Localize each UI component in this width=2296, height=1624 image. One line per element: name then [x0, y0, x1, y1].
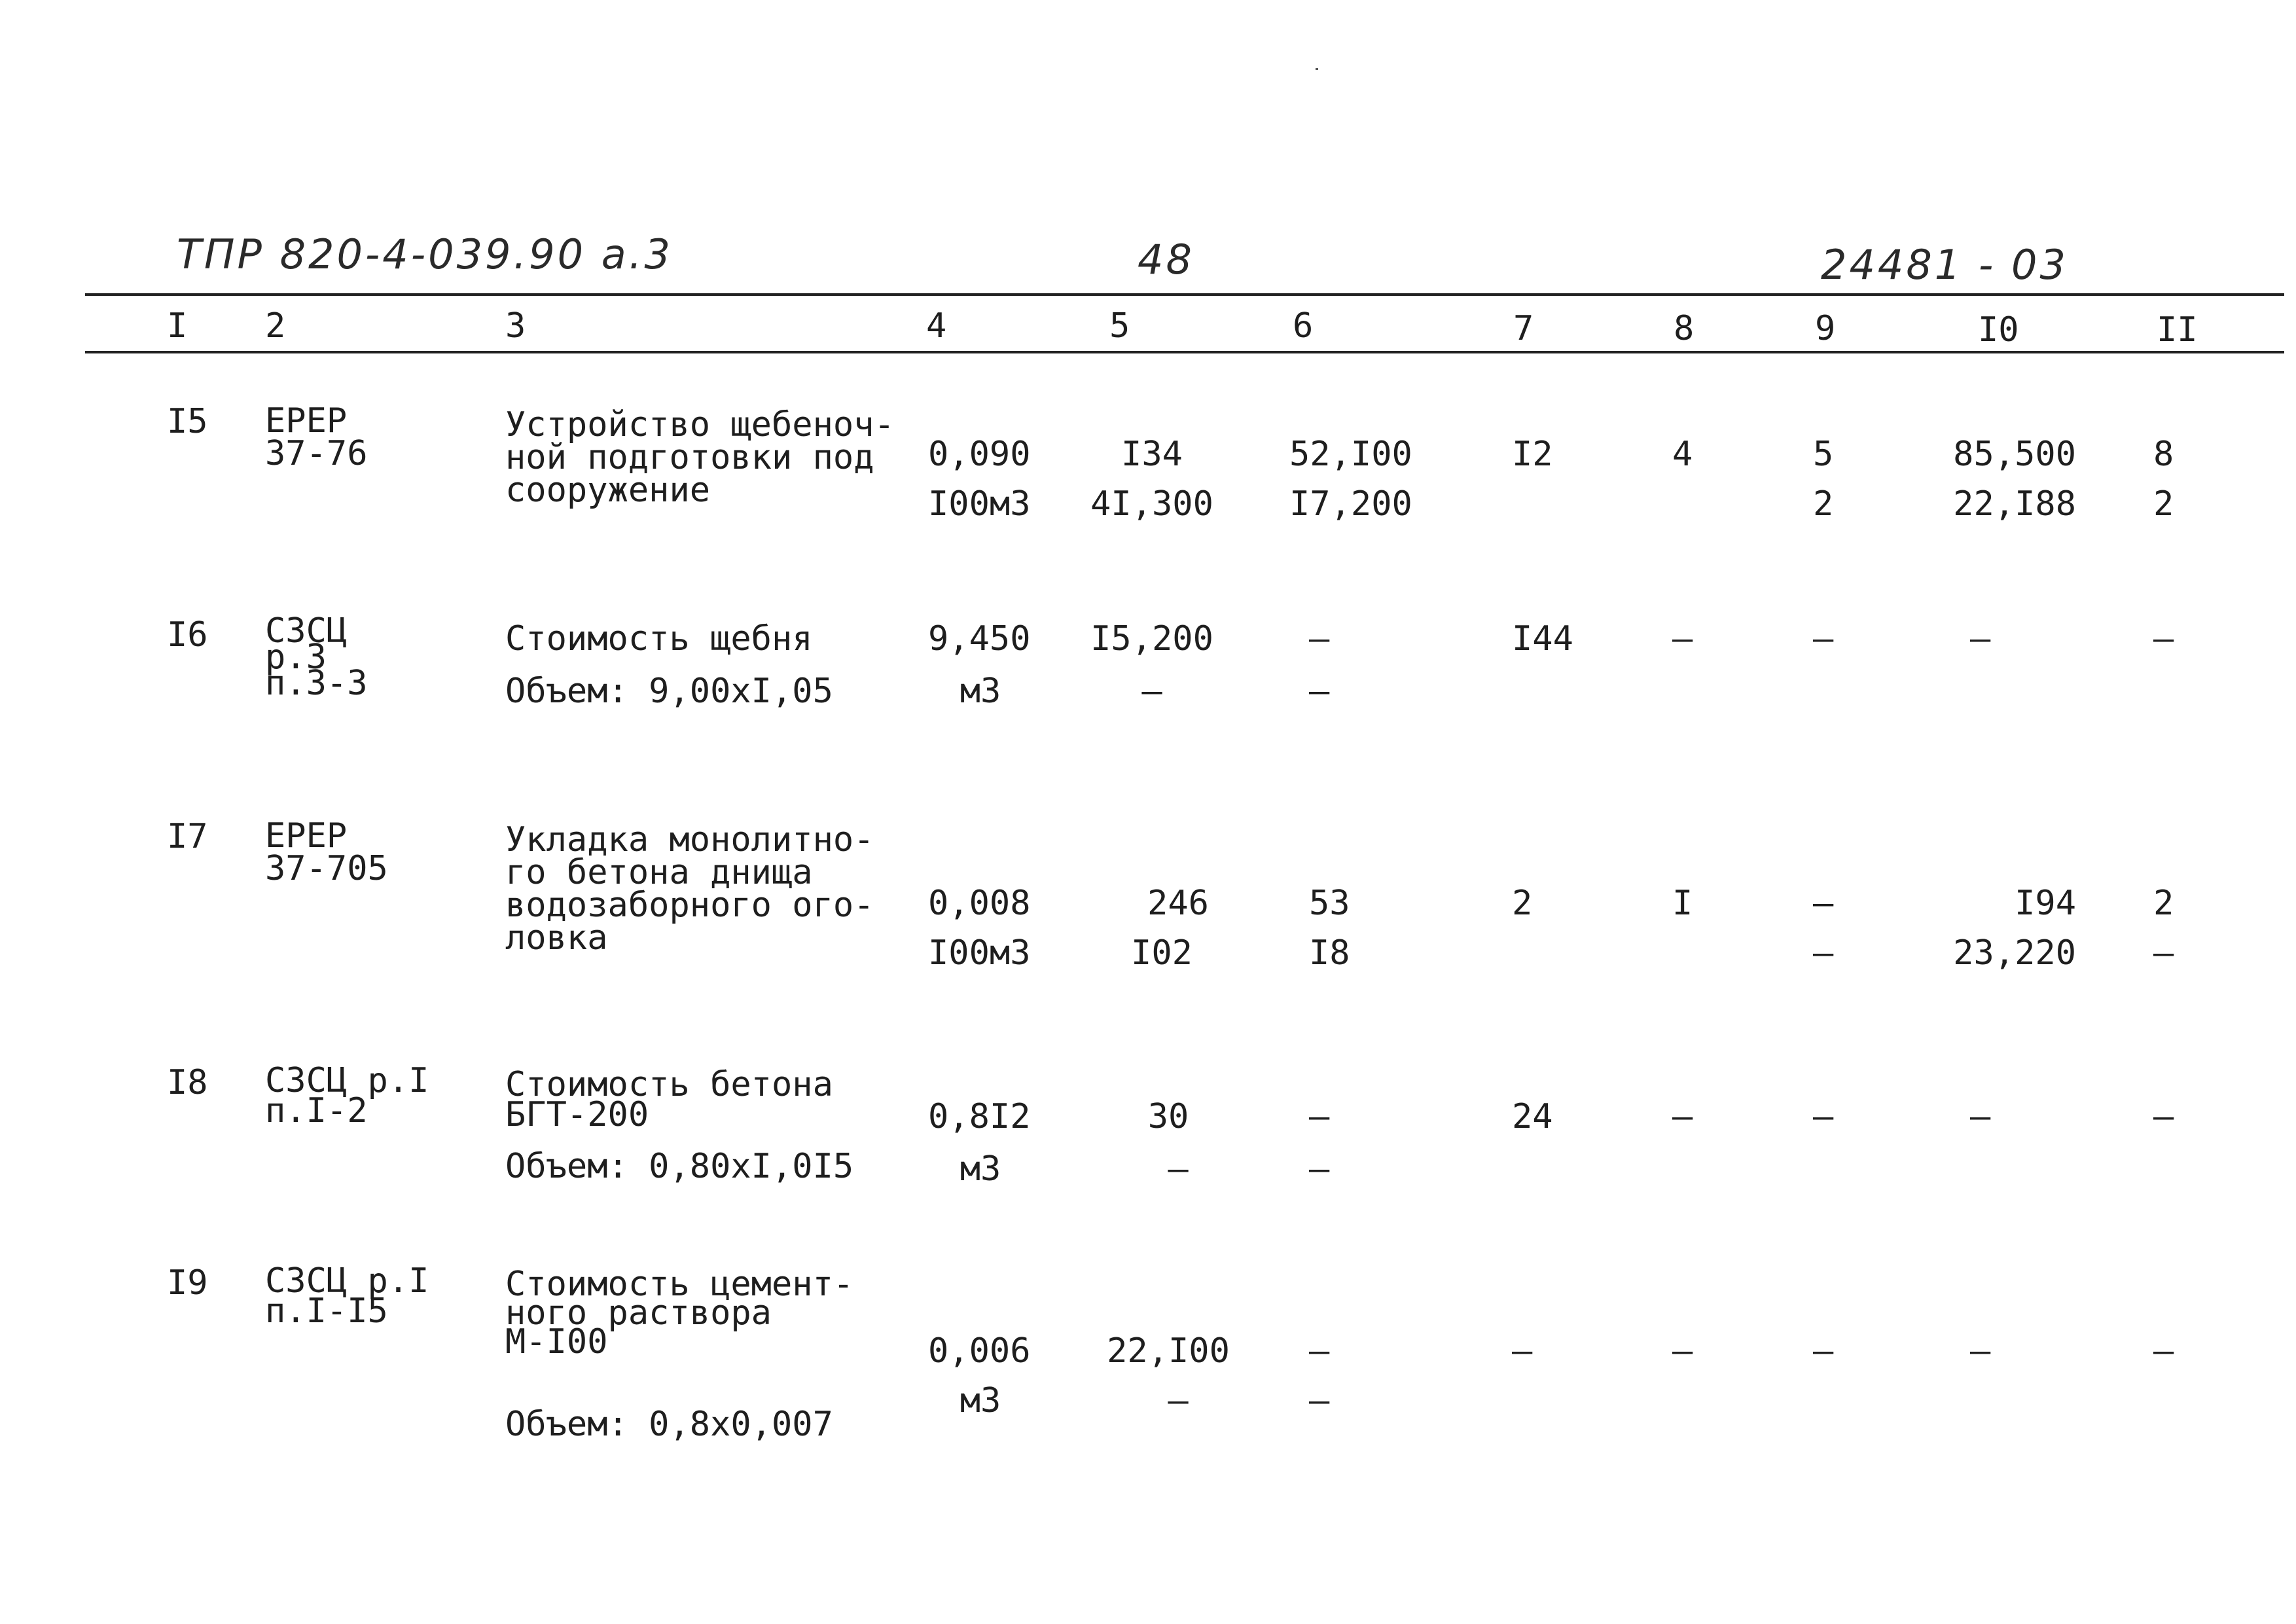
column-header-7: 7 [1513, 309, 1534, 348]
column-header-11: II [2157, 310, 2198, 350]
row-col7: I2 [1512, 435, 1553, 474]
row-col8: 4 [1672, 435, 1693, 474]
row-unit: м3 [960, 1381, 1001, 1420]
row-code: СЗСЦ р.I п.I-I5 [265, 1261, 429, 1331]
row-unit: м3 [960, 1149, 1001, 1189]
row-unit: I00м3 [928, 933, 1031, 973]
row-col7: – [1512, 1331, 1533, 1371]
row-col5-bottom: I02 [1131, 933, 1193, 973]
row-unit: I00м3 [928, 484, 1031, 524]
row-col6-top: – [1309, 1331, 1330, 1371]
column-header-10: I0 [1978, 310, 2019, 350]
row-col10-top: I94 [2015, 884, 2076, 923]
row-col9-top: 5 [1813, 435, 1834, 474]
row-col10: – [1970, 1097, 1991, 1136]
row-col11: – [2153, 619, 2174, 659]
row-col5-top: 22,I00 [1107, 1331, 1230, 1371]
column-header-3: 3 [505, 306, 526, 346]
row-col6-top: – [1309, 619, 1330, 659]
row-col5-bottom: – [1141, 672, 1162, 711]
row-col6-bottom: I7,200 [1289, 484, 1412, 524]
row-col6-top: 53 [1309, 884, 1350, 923]
row-col7: 2 [1512, 884, 1533, 923]
row-col5-bottom: – [1168, 1381, 1189, 1420]
row-description: Устройство щебеноч- ной подготовки под сооружение [505, 405, 895, 510]
row-col7: 24 [1512, 1097, 1553, 1136]
scan-speck [1316, 68, 1318, 70]
header-rule [85, 351, 2284, 353]
row-col9: – [1813, 1331, 1834, 1371]
row-col8: – [1672, 619, 1693, 659]
row-quantity: 0,008 [928, 884, 1031, 923]
top-rule [85, 293, 2284, 296]
row-col5-top: 246 [1147, 884, 1209, 923]
row-col6-bottom: – [1309, 1381, 1330, 1420]
row-code: СЗСЦ р.3 п.3-3 [265, 611, 368, 703]
sheet-number: 24481 - 03 [1821, 241, 2068, 289]
row-col11-top: 2 [2153, 884, 2174, 923]
row-col6-bottom: – [1309, 1149, 1330, 1189]
row-number: I7 [167, 817, 208, 856]
row-col8: – [1672, 1331, 1693, 1371]
row-col11: – [2153, 1331, 2174, 1371]
row-code: СЗСЦ р.I п.I-2 [265, 1061, 429, 1130]
row-col5-bottom: 4I,300 [1090, 484, 1213, 524]
row-col11-bottom: 2 [2153, 484, 2174, 524]
row-col6-top: – [1309, 1097, 1330, 1136]
row-col10: – [1970, 619, 1991, 659]
row-col9-bottom: – [1813, 933, 1834, 973]
row-col6-top: 52,I00 [1289, 435, 1412, 474]
row-volume: Объем: 0,80хI,0I5 [505, 1147, 854, 1186]
row-col11-top: 8 [2153, 435, 2174, 474]
column-header-5: 5 [1109, 306, 1130, 346]
row-quantity: 0,8I2 [928, 1097, 1031, 1136]
column-header-4: 4 [926, 306, 947, 346]
row-col5-bottom: – [1168, 1149, 1189, 1189]
row-col10-bottom: 23,220 [1953, 933, 2076, 973]
row-volume: Объем: 0,8х0,007 [505, 1405, 833, 1444]
row-col9-top: – [1813, 884, 1834, 923]
row-number: I9 [167, 1263, 208, 1303]
row-number: I6 [167, 615, 208, 655]
row-col11: – [2153, 1097, 2174, 1136]
column-header-8: 8 [1674, 309, 1695, 348]
column-header-6: 6 [1293, 306, 1314, 346]
row-col5-top: I34 [1121, 435, 1183, 474]
row-col6-bottom: – [1309, 672, 1330, 711]
row-description: Стоимость бетона БГТ-200 [505, 1065, 833, 1134]
row-col10-bottom: 22,I88 [1953, 484, 2076, 524]
document-code: ТПР 820-4-039.90 а.3 [177, 230, 673, 278]
row-unit: м3 [960, 672, 1001, 711]
row-col5-top: 30 [1147, 1097, 1189, 1136]
row-col9: – [1813, 619, 1834, 659]
row-code: ЕРЕР 37-76 [265, 401, 368, 473]
row-col7: I44 [1512, 619, 1573, 659]
row-quantity: 9,450 [928, 619, 1031, 659]
row-description: Стоимость щебня [505, 619, 813, 659]
row-col9-bottom: 2 [1813, 484, 1834, 524]
column-header-2: 2 [265, 306, 286, 346]
row-quantity: 0,006 [928, 1331, 1031, 1371]
row-col8: I [1672, 884, 1693, 923]
row-code: ЕРЕР 37-705 [265, 816, 388, 888]
row-col5-top: I5,200 [1090, 619, 1213, 659]
row-number: I8 [167, 1063, 208, 1102]
column-header-9: 9 [1815, 309, 1836, 348]
row-col8: – [1672, 1097, 1693, 1136]
row-col11-bottom: – [2153, 933, 2174, 973]
row-col9: – [1813, 1097, 1834, 1136]
row-description: Стоимость цемент- ного раствора М-I00 [505, 1265, 854, 1362]
row-quantity: 0,090 [928, 435, 1031, 474]
page-number: 48 [1138, 236, 1194, 283]
row-col10: – [1970, 1331, 1991, 1371]
row-description: Укладка монолитно- го бетона днища водозаборного ого- ловка [505, 820, 874, 958]
row-volume: Объем: 9,00хI,05 [505, 672, 833, 711]
row-col10-top: 85,500 [1953, 435, 2076, 474]
column-header-1: I [167, 306, 188, 346]
row-col6-bottom: I8 [1309, 933, 1350, 973]
row-number: I5 [167, 402, 208, 441]
